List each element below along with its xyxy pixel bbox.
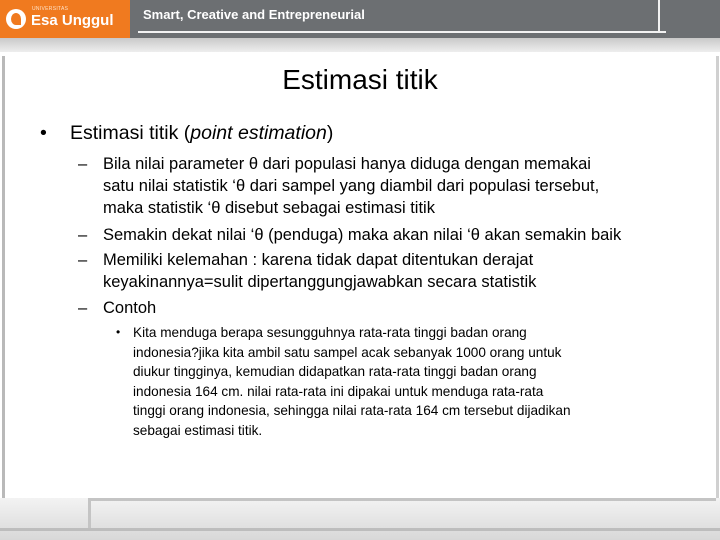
bottom-base-line — [0, 528, 720, 531]
example-line: sebagai estimasi titik. — [133, 422, 263, 438]
sub-item-line: Semakin dekat nilai ‘θ (penduga) maka akan nilai ‘θ akan semakin baik — [103, 226, 622, 244]
sub-item-weakness — [103, 249, 703, 293]
dash-marker: – — [78, 155, 88, 173]
tagline: Smart, Creative and Entrepreneurial — [143, 7, 365, 22]
example-line: indonesia?jika kita ambil satu sampel acak sebanyak 1000 orang untuk — [133, 344, 562, 360]
sub-item-line: maka statistik ‘θ disebut sebagai estimasi titik — [103, 199, 435, 217]
bullet-estimasi-titik — [70, 122, 333, 145]
sub-item-line: keyakinannya=sulit dipertanggungjawabkan secara statistik — [103, 273, 537, 291]
example-paragraph — [133, 323, 693, 440]
bullet-text-italic: point estimation — [190, 122, 327, 144]
sub-item-closeness — [103, 224, 703, 246]
sub-item-line: satu nilai statistik ‘θ dari sampel yang diambil dari populasi tersebut, — [103, 177, 600, 195]
sub-item-line: Contoh — [103, 299, 157, 317]
bottom-frame-tick — [88, 498, 91, 528]
header-bar — [0, 0, 720, 38]
example-line: indonesia 164 cm. nilai rata-rata ini dipakai untuk menduga rata-rata — [133, 383, 544, 399]
dash-marker: – — [78, 226, 88, 244]
logo-mark-icon — [6, 9, 26, 29]
bottom-frame-line — [88, 498, 716, 501]
sub-item-line: Memiliki kelemahan : karena tidak dapat ditentukan derajat — [103, 251, 534, 269]
dash-marker: – — [78, 299, 88, 317]
sub-item-line: Bila nilai parameter θ dari populasi hanya diduga dengan memakai — [103, 155, 591, 173]
dash-marker: – — [78, 251, 88, 269]
slide-title: Estimasi titik — [282, 64, 438, 95]
example-bullet-marker: • — [116, 325, 121, 339]
logo-subtext: UNIVERSITAS — [32, 6, 69, 12]
sub-item-definition — [103, 153, 703, 219]
top-shade-band — [0, 38, 720, 52]
bullet-text-close: ) — [326, 122, 334, 144]
header-divider-horizontal — [138, 31, 666, 33]
frame-right-line — [716, 56, 719, 526]
logo — [0, 0, 130, 38]
logo-text: Esa Unggul — [31, 12, 114, 29]
header-divider-vertical — [658, 0, 660, 33]
bottom-shade-band — [0, 498, 720, 540]
frame-left-line — [2, 56, 5, 526]
example-line: Kita menduga berapa sesungguhnya rata-rata tinggi badan orang — [133, 325, 527, 340]
bullet-text: Estimasi titik ( — [70, 122, 191, 144]
example-line: tinggi orang indonesia, sehingga nilai rata-rata 164 cm tersebut dijadikan — [133, 403, 571, 418]
example-line: diukur tingginya, kemudian didapatkan rata-rata tinggi badan orang — [133, 364, 537, 379]
bullet-marker: • — [40, 122, 47, 144]
sub-item-contoh — [103, 297, 703, 319]
